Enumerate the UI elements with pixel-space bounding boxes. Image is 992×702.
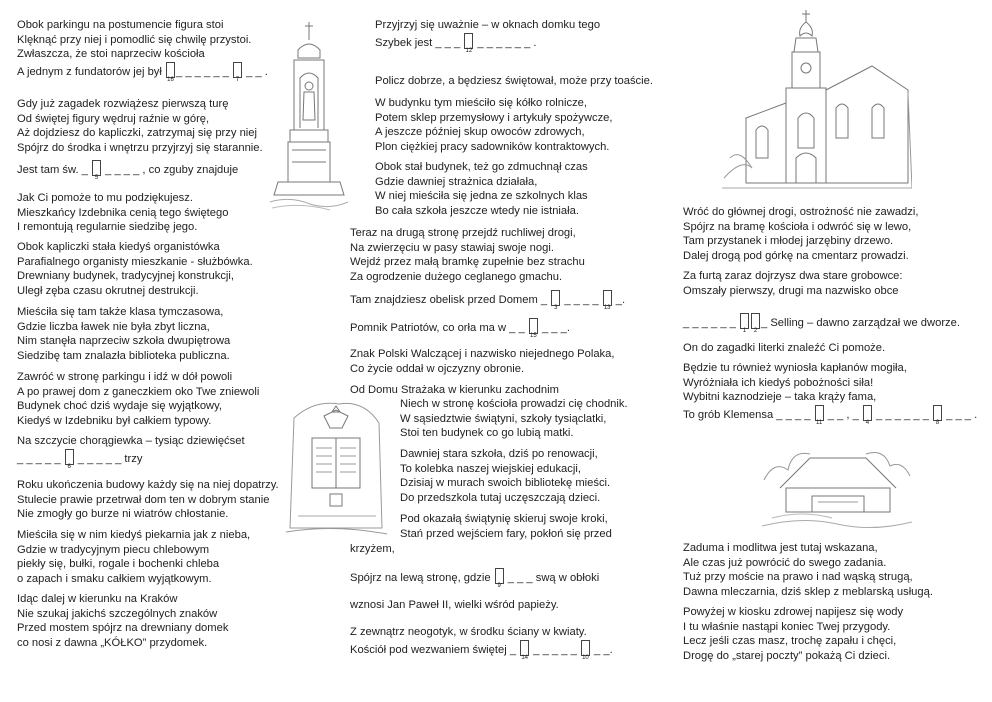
stanza [375,18,601,54]
verse-line: Z zewnątrz neogotyk, w środku ściany w kwiaty. [350,626,587,638]
verse-line: Na szczycie chorągiewka – tysiąc dziewięćset [17,435,245,447]
blank-dashes: _ _ . [242,65,268,78]
stanza [683,205,918,263]
verse-line: Klęknąć przy niej i pomodlić się chwilę przystoi. [17,33,252,46]
puzzle-line [350,640,613,661]
verse-line: Wyróżniała ich kiedyś pobożności siła! [683,376,874,389]
stanza [350,226,585,284]
letter-box[interactable] [863,405,872,426]
verse-line: Pod okazałą świątynię skieruj swoje kroki, [400,513,608,525]
stanza [17,160,239,181]
verse-line: Gdzie liczba ławek nie była zbyt liczna, [17,320,210,333]
verse-line: Mieszkańcy Izdebnika cenią tego świętego [17,206,229,219]
verse-line: Znak Polski Walczącej i nazwisko niejednego Polaka, [350,348,615,360]
verse-line: W budynku tym mieściło się kółko rolnicze, [375,97,588,109]
stanza [17,370,259,428]
verse-line: Kiedyś w Izdebniku był całkiem typowy. [17,414,212,427]
letter-box-number: 6 [67,463,71,470]
stanza [17,305,230,363]
verse-line: Drewniany budynek, tradycyjnej konstrukcji, [17,270,235,283]
verse-line: A po prawej dom z ganeczkiem oko Twe zniewoli [17,385,260,398]
blank-dashes: _ _ _ swą w obłoki [504,572,600,584]
verse-line: Obok stał budynek, też go zdmuchnął czas [375,161,588,173]
stanza [17,434,245,470]
verse-line: Za furtą zaraz dojrzysz dwa stare grobowce: [683,270,903,282]
stanza [350,290,626,311]
puzzle-prefix: A jednym z fundatorów jej był [17,65,165,78]
stanza [350,625,613,661]
blank-dashes: _ _ _ _ _ _ [683,317,739,329]
tomb-sketch [762,440,912,532]
stanza [350,598,559,613]
verse-line: Za ogrodzenie dużego ceglanego gmachu. [350,270,563,283]
verse-line: To kolebka naszej wiejskiej edukacji, [400,462,581,475]
puzzle-prefix: Jest tam św. _ [17,164,91,176]
letter-box-number: 16 [167,76,174,83]
blank-dashes: _ _ _. [538,322,570,334]
letter-box[interactable] [166,62,175,83]
verse-line: Powyżej w kiosku zdrowej napijesz się wody [683,606,904,618]
blank-dashes: _ _ _ . [943,408,978,421]
stanza [17,191,228,235]
verse-line: A jeszcze później skup owoców zdrowych, [375,126,585,139]
verse-line: Od świętej figury wędruj raźnie w górę, [17,112,210,125]
letter-box-number: 9 [497,583,501,589]
verse-line: Drogę do „starej poczty” pokażą Ci dzieci. [683,649,891,662]
verse-line: I remontują regularnie siedzibę jego. [17,221,198,234]
letter-box[interactable] [495,568,504,589]
verse-line: Teraz na drugą stronę przejdź ruchliwej drogi, [350,227,576,239]
verse-line: o zapach i smaku całkiem wyjątkowym. [17,572,212,585]
verse-line: Obok parkingu na postumencie figura stoi [17,19,224,31]
letter-box-number: 3 [554,305,558,311]
verse-line: I tu właśnie nastąpi koniec Twej przygody. [683,620,891,633]
patriots-monument-sketch [284,398,389,538]
stanza [350,542,395,557]
verse-line: Nie zmogły go burze ni wiatrów chłostanie. [17,508,229,521]
verse-line: co nosi z dawna „KÓŁKO” przydomek. [17,636,208,649]
verse-line: Stoi ten budynek co go lubią matki. [400,427,574,440]
blank-dashes: _ _ _ _ [561,294,602,306]
verse-line: Stulecie prawie przetrwał dom ten w dobrym stanie [17,493,270,506]
blank-dashes: _ _ _ _ _ _ [872,408,933,421]
stanza [350,347,615,376]
stanza [375,160,588,218]
verse-line: W sąsiedztwie świątyni, szkoły tysiąclatki, [400,412,607,425]
blank-dashes: _ _ _ _ [776,408,814,421]
verse-line: Dawniej stara szkoła, dziś po renowacji, [400,448,598,460]
letter-box-number: 15 [530,333,537,339]
verse-line: Policz dobrze, a będziesz świętował, może przy toaście. [375,75,653,87]
verse-line: Na zwierzęciu w pasy stawiaj swoje nogi. [350,241,554,254]
verse-line: Zaduma i modlitwa jest tutaj wskazana, [683,542,878,554]
blank-dashes: _ _ _ _ _ _ . [474,36,537,49]
letter-box-number: 7 [235,76,240,83]
stanza [17,240,253,298]
puzzle-prefix: Szybek jest [375,36,436,49]
blank-dashes: _ _ _ _ _ _ [176,65,232,78]
puzzle-line [683,313,960,334]
verse-line: Gdzie dawniej strażnica działała, [375,175,538,188]
puzzle-prefix: Kościół pod wezwaniem świętej [350,643,510,656]
stanza [400,512,612,541]
stanza [17,97,263,155]
verse-line: Dzisiaj w murach swoich bibliotekę mieści. [400,477,611,490]
verse-line: Dawna mleczarnia, dziś sklep z meblarską usługą. [683,585,933,598]
verse-line: Zwłaszcza, że stoi naprzeciw kościoła [17,48,205,61]
verse-line: Gdy już zagadek rozwiążesz pierwszą turę [17,98,229,110]
verse-line: Mieściła się tam także klasa tymczasowa, [17,306,224,318]
puzzle-line [17,449,245,470]
verse-line: Wybitni kaznodzieje – taka krąży fama, [683,391,877,404]
letter-box[interactable] [233,62,242,83]
letter-box[interactable] [529,318,538,339]
letter-box-number: 10 [582,654,589,661]
blank-dashes: _ _. [590,643,613,656]
verse-line: Będzie tu również wyniosła kapłanów mogiła, [683,362,907,374]
stanza [683,605,903,663]
letter-box-number: 13 [603,305,611,311]
puzzle-prefix: Spójrz na lewą stronę, gdzie [350,572,494,584]
verse-line: Tuż przy moście na prawo i nad wąską strugą, [683,571,913,584]
puzzle-line [350,568,600,589]
verse-line: On do zagadki literki znaleźć Ci pomoże. [683,342,886,354]
blank-dashes: _ _ , _ [824,408,862,421]
blank-dashes: _ [540,294,551,306]
stanza [400,447,610,505]
letter-box[interactable] [933,405,942,426]
stanza [683,313,960,334]
verse-line: Tam przystanek i młodej jarzębiny drzewo. [683,235,894,248]
puzzle-line [683,405,978,426]
verse-line: Budynek choć dziś wydaje się wyjątkowy, [17,400,222,413]
blank-dashes: _ _ _ [435,36,464,49]
letter-box[interactable] [751,313,760,334]
blank-dashes: _ _ _ _ _ [530,643,580,656]
verse-line: Ale czas już powrócić do swego zadania. [683,556,887,569]
stanza [17,18,268,83]
verse-line: Plon ciężkiej pracy sadowników kontraktowych. [375,140,610,153]
letter-box-number: 1 [742,328,747,334]
letter-box[interactable] [92,160,101,181]
letter-box[interactable] [551,290,560,311]
blank-dashes: _ [509,643,520,656]
verse-line: Przed mostem spójrz na drewniany domek [17,622,229,635]
letter-box[interactable] [520,640,529,661]
stanza [17,528,250,586]
verse-line: Bo cała szkoła jeszcze wtedy nie istniała. [375,204,579,217]
stanza [683,341,885,356]
stanza [375,96,613,154]
verse-line: Gdzie w tradycyjnym piecu chlebowym [17,543,210,556]
verse-line: Wróć do głównej drogi, ostrożność nie zawadzi, [683,206,919,218]
letter-box[interactable] [740,313,749,334]
letter-box-number: 2 [753,328,758,334]
letter-box-number: 8 [935,419,940,426]
stanza [683,541,933,599]
verse-line: Nim stanęła naprzeciw szkoła dwupiętrowa [17,335,231,348]
verse-line: Stań przed wejściem fary, pokłoń się przed [400,527,612,540]
stanza [17,478,279,522]
puzzle-line [350,290,626,311]
verse-line: Omszały pierwszy, drugi ma nazwisko obce [683,284,899,297]
puzzle-prefix: Tam znajdziesz obelisk przed Domem [350,294,541,306]
verse-line: krzyżem, [350,543,395,555]
puzzle-line [350,318,570,339]
letter-box-number: 4 [865,419,870,426]
verse-line: Niech w stronę kościoła prowadzi cię chodnik. [400,398,628,410]
letter-box[interactable] [65,449,74,470]
letter-box[interactable] [815,405,824,426]
puzzle-line [17,160,239,181]
letter-box-number: 11 [815,419,823,426]
verse-line: Spójrz do środka i wnętrzu przyjrzyj się starannie. [17,141,263,154]
puzzle-prefix: Pomnik Patriotów, co orła ma w [350,322,510,334]
stanza [350,568,600,589]
puzzle-line [17,62,268,83]
verse-line: Wejdź przez małą bramkę zupełnie bez strachu [350,256,585,269]
verse-line: Przyjrzyj się uważnie – w oknach domku tego [375,19,601,31]
verse-line: Uległ zęba czasu okrutnej destrukcji. [17,284,199,297]
stanza [683,269,903,298]
verse-line: W niej mieściła się jedna ze szkolnych klas [375,190,588,203]
blank-dashes: _ _ [509,322,528,334]
verse-line: Idąc dalej w kierunku na Kraków [17,593,178,605]
church-sketch [722,8,912,203]
verse-line: Roku ukończenia budowy każdy się na niej dopatrzy. [17,479,279,491]
verse-line: Obok kapliczki stała kiedyś organistówka [17,241,220,253]
blank-dashes: _ _ _ _ _ [17,452,64,465]
stanza [17,592,228,650]
verse-line: Spójrz na bramę kościoła i odwróć się w lewo, [683,220,912,233]
verse-line: Co życie oddał w ojczyzny obronie. [350,362,525,375]
stanza [400,397,628,441]
verse-line: Siedzibę tam znalazła biblioteka publiczna. [17,349,230,362]
verse-line: piekły się, bułki, rogale i bochenki chleba [17,558,220,571]
blank-dashes: _ _ _ _ , co zguby znajduje [102,164,239,176]
stanza [375,74,653,89]
letter-box-number: 14 [521,654,528,661]
letter-box[interactable] [581,640,590,661]
verse-line: Do przedszkola tutaj uczęszczają dzieci. [400,491,601,504]
verse-line: Nie szukaj jakichś szczególnych znaków [17,607,218,620]
blank-dashes: _ _ _ _ _ trzy [74,452,143,465]
stanza [350,383,559,398]
verse-line: Jak Ci pomoże to mu podziękujesz. [17,192,193,204]
blank-dashes: _ Selling – dawno zarządzał we dworze. [760,317,960,329]
letter-box-number: 12 [465,47,473,54]
verse-line: Zawróć w stronę parkingu i idź w dół powoli [17,371,233,383]
blank-dashes: _. [612,294,626,306]
puzzle-line [375,33,600,54]
verse-line: Lecz jeśli czas masz, trochę zapału i chęci, [683,635,897,648]
stanza [350,318,570,339]
verse-line: Parafialnego organisty mieszkanie - służbówka. [17,255,253,268]
letter-box-number: 5 [94,175,99,181]
verse-line: Mieściła się w nim kiedyś piekarnia jak z nieba, [17,529,251,541]
verse-line: Aż dojdziesz do kapliczki, zatrzymaj się przy niej [17,127,257,140]
shrine-figure-sketch [270,20,348,215]
puzzle-prefix: To grób Klemensa [683,408,777,421]
verse-line: Potem sklep przemysłowy i artykuły spożywcze, [375,111,613,124]
stanza [683,361,978,426]
verse-line: Dalej drogą pod górkę na cmentarz prowadzi. [683,249,909,262]
verse-line: wznosi Jan Paweł II, wielki wśród papieży. [350,599,559,611]
letter-box[interactable] [603,290,612,311]
letter-box[interactable] [464,33,473,54]
verse-line: Od Domu Strażaka w kierunku zachodnim [350,384,559,396]
